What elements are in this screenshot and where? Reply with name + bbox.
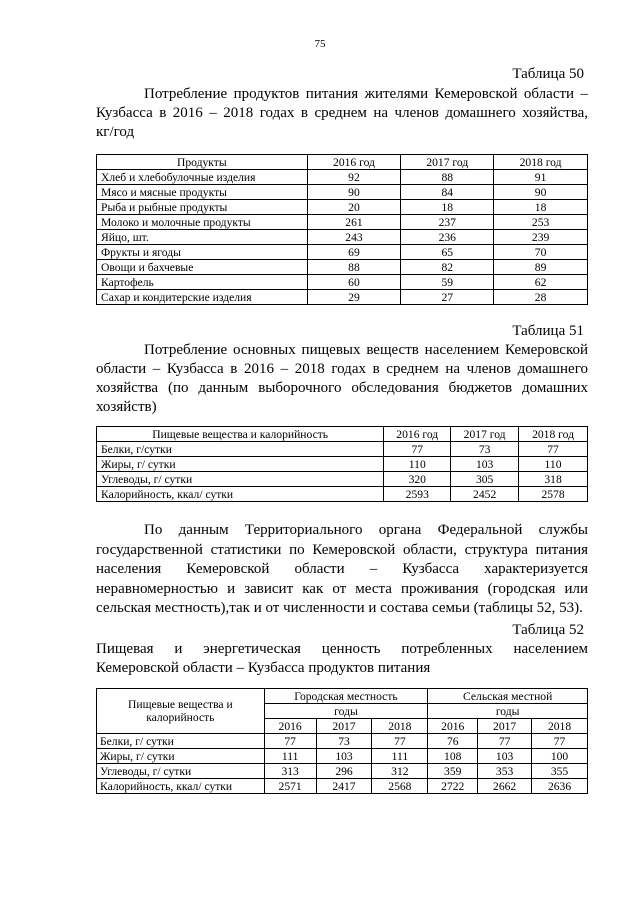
value-cell: 261 <box>307 215 401 230</box>
value-cell: 2578 <box>519 487 588 502</box>
value-cell: 73 <box>316 734 372 749</box>
table-row <box>97 764 588 779</box>
value-cell: 111 <box>372 749 428 764</box>
value-cell: 62 <box>494 275 588 290</box>
years-label: годы <box>264 704 428 719</box>
table-row <box>97 245 588 260</box>
row-label-cell: Калорийность, ккал/ сутки <box>97 779 265 794</box>
year-header: 2017 <box>478 719 532 734</box>
body-paragraph <box>96 521 588 619</box>
value-cell: 77 <box>519 442 588 457</box>
column-header: 2018 год <box>519 427 588 442</box>
value-cell: 100 <box>532 749 588 764</box>
value-cell: 237 <box>401 215 494 230</box>
column-header: 2016 год <box>307 155 401 170</box>
table-50-label: Таблица 50 <box>512 66 584 82</box>
value-cell: 88 <box>307 260 401 275</box>
value-cell: 110 <box>384 457 451 472</box>
table-52-title-line: Кемеровской области – Кузбасса продуктов питания <box>96 660 431 676</box>
table-50-title-line: Потребление продуктов питания жителями Кемеровской области – <box>144 86 588 102</box>
value-cell: 73 <box>451 442 519 457</box>
column-header: 2016 год <box>384 427 451 442</box>
row-label-cell: Жиры, г/ сутки <box>97 749 265 764</box>
value-cell: 239 <box>494 230 588 245</box>
table-52-label: Таблица 52 <box>512 622 584 638</box>
value-cell: 60 <box>307 275 401 290</box>
table-51-title <box>96 341 588 417</box>
value-cell: 313 <box>264 764 316 779</box>
value-cell: 89 <box>494 260 588 275</box>
table-row <box>97 290 588 305</box>
table-50-body <box>97 170 588 305</box>
table-52-body <box>97 734 588 794</box>
table-row <box>97 215 588 230</box>
value-cell: 355 <box>532 764 588 779</box>
table-row <box>97 734 588 749</box>
row-label-cell: Молоко и молочные продукты <box>97 215 308 230</box>
page-number: 75 <box>314 38 326 50</box>
value-cell: 90 <box>307 185 401 200</box>
table-row <box>97 275 588 290</box>
year-header: 2018 <box>532 719 588 734</box>
row-label-cell: Хлеб и хлебобулочные изделия <box>97 170 308 185</box>
value-cell: 2636 <box>532 779 588 794</box>
column-header: Пищевые вещества и калорийность <box>97 427 384 442</box>
value-cell: 84 <box>401 185 494 200</box>
table-row <box>97 260 588 275</box>
value-cell: 2593 <box>384 487 451 502</box>
value-cell: 236 <box>401 230 494 245</box>
value-cell: 70 <box>494 245 588 260</box>
value-cell: 320 <box>384 472 451 487</box>
column-group-header-rural: Сельская местной <box>428 689 588 704</box>
year-header: 2018 <box>372 719 428 734</box>
table-row <box>97 779 588 794</box>
value-cell: 28 <box>494 290 588 305</box>
column-group-header-urban: Городская местность <box>264 689 428 704</box>
value-cell: 59 <box>401 275 494 290</box>
table-row <box>97 472 588 487</box>
row-label-cell: Картофель <box>97 275 308 290</box>
table-50-title-line: Кузбасса в 2016 – 2018 годах в среднем на членов домашнего хозяйства, <box>96 105 588 121</box>
row-label-cell: Фрукты и ягоды <box>97 245 308 260</box>
row-label-cell: Углеводы, г/ сутки <box>97 472 384 487</box>
value-cell: 92 <box>307 170 401 185</box>
value-cell: 305 <box>451 472 519 487</box>
row-label-cell: Мясо и мясные продукты <box>97 185 308 200</box>
table-51-body <box>97 442 588 502</box>
table-52-title-line: Пищевая и энергетическая ценность потребленных населением <box>96 641 588 657</box>
body-paragraph-text: По данным Территориального органа Федеральной службы государственной статистики по Кемеровской области, структура питания населения Кемеровской области – Кузбасса характеризуется неравномерностью и зависит как от места проживания (городская или сельская местность),так и от численности и состава семьи (таблицы 52, 53). <box>96 522 588 616</box>
value-cell: 88 <box>401 170 494 185</box>
table-row <box>97 185 588 200</box>
table-row <box>97 457 588 472</box>
value-cell: 77 <box>372 734 428 749</box>
value-cell: 90 <box>494 185 588 200</box>
value-cell: 296 <box>316 764 372 779</box>
value-cell: 18 <box>401 200 494 215</box>
table-52-title <box>96 640 588 678</box>
table-row <box>97 749 588 764</box>
value-cell: 2452 <box>451 487 519 502</box>
value-cell: 243 <box>307 230 401 245</box>
value-cell: 82 <box>401 260 494 275</box>
value-cell: 2571 <box>264 779 316 794</box>
value-cell: 2417 <box>316 779 372 794</box>
year-header: 2017 <box>316 719 372 734</box>
value-cell: 91 <box>494 170 588 185</box>
value-cell: 2568 <box>372 779 428 794</box>
table-50 <box>96 154 588 305</box>
row-label-cell: Яйцо, шт. <box>97 230 308 245</box>
table-50-title-line: кг/год <box>96 124 135 140</box>
years-label: годы <box>428 704 588 719</box>
value-cell: 103 <box>451 457 519 472</box>
table-51-title-text: Потребление основных пищевых веществ населением Кемеровской области – Кузбасса в 2016 – 2018 годах в среднем на членов домашнего хозяйства (по данным выборочного обследования бюджетов домашних хозяйств) <box>96 342 588 415</box>
table-header-row <box>97 689 588 704</box>
row-label-cell: Белки, г/сутки <box>97 442 384 457</box>
column-header: Пищевые вещества и калорийность <box>97 689 265 734</box>
row-label-cell: Овощи и бахчевые <box>97 260 308 275</box>
value-cell: 103 <box>478 749 532 764</box>
value-cell: 359 <box>428 764 478 779</box>
table-52 <box>96 688 588 794</box>
value-cell: 312 <box>372 764 428 779</box>
value-cell: 76 <box>428 734 478 749</box>
value-cell: 20 <box>307 200 401 215</box>
row-label-cell: Сахар и кондитерские изделия <box>97 290 308 305</box>
value-cell: 111 <box>264 749 316 764</box>
value-cell: 77 <box>384 442 451 457</box>
column-header: 2017 год <box>401 155 494 170</box>
table-row <box>97 487 588 502</box>
column-header: 2017 год <box>451 427 519 442</box>
value-cell: 77 <box>478 734 532 749</box>
value-cell: 77 <box>264 734 316 749</box>
value-cell: 108 <box>428 749 478 764</box>
value-cell: 27 <box>401 290 494 305</box>
row-label-cell: Калорийность, ккал/ сутки <box>97 487 384 502</box>
year-header: 2016 <box>428 719 478 734</box>
value-cell: 18 <box>494 200 588 215</box>
table-row <box>97 170 588 185</box>
value-cell: 318 <box>519 472 588 487</box>
row-label-cell: Жиры, г/ сутки <box>97 457 384 472</box>
row-label-cell: Рыба и рыбные продукты <box>97 200 308 215</box>
value-cell: 65 <box>401 245 494 260</box>
table-row <box>97 200 588 215</box>
table-50-title <box>96 85 588 142</box>
value-cell: 110 <box>519 457 588 472</box>
column-header: 2018 год <box>494 155 588 170</box>
table-row <box>97 230 588 245</box>
table-51-label: Таблица 51 <box>512 323 584 339</box>
table-header-row <box>97 427 588 442</box>
value-cell: 69 <box>307 245 401 260</box>
value-cell: 253 <box>494 215 588 230</box>
value-cell: 29 <box>307 290 401 305</box>
value-cell: 2722 <box>428 779 478 794</box>
value-cell: 2662 <box>478 779 532 794</box>
value-cell: 353 <box>478 764 532 779</box>
year-header: 2016 <box>264 719 316 734</box>
table-header-row <box>97 155 588 170</box>
table-51 <box>96 426 588 502</box>
value-cell: 103 <box>316 749 372 764</box>
table-row <box>97 442 588 457</box>
row-label-cell: Белки, г/ сутки <box>97 734 265 749</box>
row-label-cell: Углеводы, г/ сутки <box>97 764 265 779</box>
value-cell: 77 <box>532 734 588 749</box>
column-header: Продукты <box>97 155 308 170</box>
